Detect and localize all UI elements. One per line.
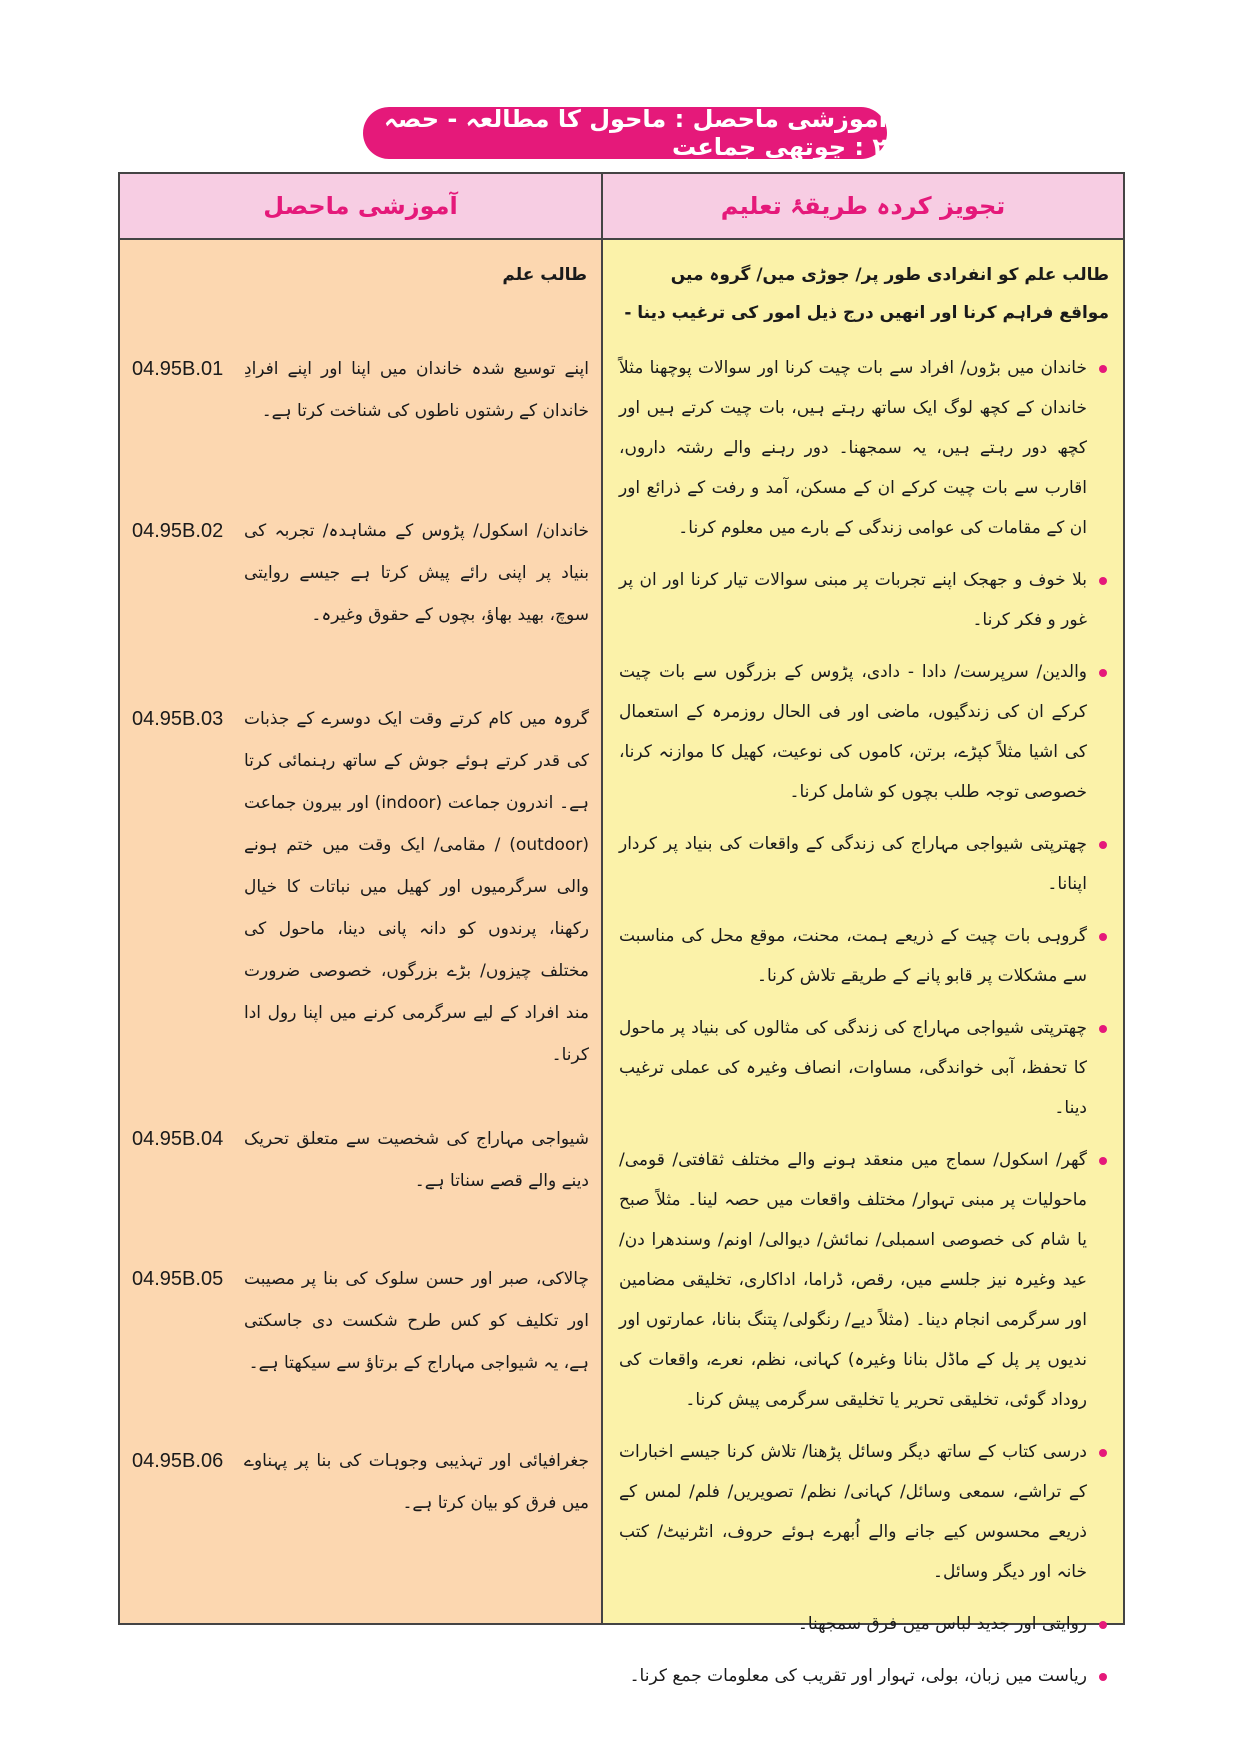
page-title: آموزشی ماحصل : ماحول کا مطالعہ - حصہ ۲ : چوتھی جماعت (383, 105, 887, 161)
methods-column-body (603, 240, 1123, 1696)
outcome-text: شیواجی مہاراج کی شخصیت سے متعلق تحریک دینے والے قصے سناتا ہے۔ (244, 1129, 589, 1191)
outcome-text: گروہ میں کام کرتے وقت ایک دوسرے کے جذبات کی قدر کرتے ہوئے جوش کے ساتھ رہنمائی کرتا ہے۔ اندرون جماعت (indoor) اور بیرون جماعت (outdoor) / مقامی/ ایک وقت میں ختم ہونے والی سرگرمیوں اور کھیل میں نباتات کا خیال رکھنا، پرندوں کو دانہ پانی دینا، ماحول کی مختلف چیزوں/ بڑے بزرگوں، خصوصی ضرورت مند افراد کے لیے سرگرمی کرنے میں اپنا رول ادا کرنا۔ (244, 709, 589, 1065)
outcome-code: 04.95B.03 (132, 708, 224, 730)
outcome-text: خاندان/ اسکول/ پڑوس کے مشاہدہ/ تجربہ کی بنیاد پر اپنی رائے پیش کرتا ہے جیسے روایتی سوچ، بھید بھاؤ، بچوں کے حقوق وغیرہ۔ (244, 521, 589, 625)
outcome-code: 04.95B.06 (132, 1450, 224, 1472)
outcome-text: اپنے توسیع شدہ خاندان میں اپنا اور اپنے افرادِ خاندان کے رشتوں ناطوں کی شناخت کرتا ہے۔ (244, 359, 589, 421)
method-item: چھترپتی شیواجی مہاراج کی زندگی کی مثالوں کی بنیاد پر ماحول کا تحفظ، آبی خواندگی، مساوات، انصاف وغیرہ کی عملی ترغیب دینا۔ (619, 1008, 1109, 1128)
outcome-row (132, 698, 591, 1076)
learner-label: طالب علم (502, 265, 587, 285)
methods-column (603, 174, 1123, 1686)
outcome-code: 04.95B.01 (132, 358, 224, 380)
method-item: گروہی بات چیت کے ذریعے ہمت، محنت، موقع محل کی مناسبت سے مشکلات پر قابو پانے کے طریقے تلاش کرنا۔ (619, 916, 1109, 996)
methods-column-header (603, 174, 1123, 240)
outcome-row (132, 1440, 591, 1524)
outcome-code: 04.95B.04 (132, 1128, 224, 1150)
outcomes-heading: آموزشی ماحصل (263, 192, 458, 220)
methods-list (603, 332, 1123, 1696)
outcome-code: 04.95B.02 (132, 520, 224, 542)
outcome-code: 04.95B.05 (132, 1268, 224, 1290)
method-item: روایتی اور جدید لباس میں فرق سمجھنا۔ (619, 1604, 1109, 1644)
method-item: درسی کتاب کے ساتھ دیگر وسائل پڑھنا/ تلاش کرنا جیسے اخبارات کے تراشے، سمعی وسائل/ کہانی/ نظم/ تصویریں/ فلم/ لمس کے ذریعے محسوس کیے جانے والے اُبھرے ہوئے حروف، انٹرنیٹ/ کتب خانہ اور دیگر وسائل۔ (619, 1432, 1109, 1592)
page-title-banner (363, 107, 887, 159)
outcomes-column (120, 174, 603, 1623)
method-item: بلا خوف و جھجک اپنے تجربات پر مبنی سوالات تیار کرنا اور ان پر غور و فکر کرنا۔ (619, 560, 1109, 640)
method-item: ریاست میں زبان، بولی، تہوار اور تقریب کی معلومات جمع کرنا۔ (619, 1656, 1109, 1696)
outcome-text: چالاکی، صبر اور حسن سلوک کی بنا پر مصیبت اور تکلیف کو کس طرح شکست دی جاسکتی ہے، یہ شیواجی مہاراج کے برتاؤ سے سیکھتا ہے۔ (244, 1269, 589, 1373)
methods-heading: تجویز کردہ طریقۂ تعلیم (720, 192, 1006, 220)
outcome-text: جغرافیائی اور تہذیبی وجوہات کی بنا پر پہناوے میں فرق کو بیان کرتا ہے۔ (244, 1451, 589, 1513)
outcome-row (132, 348, 591, 432)
methods-intro: طالب علم کو انفرادی طور پر/ جوڑی میں/ گروہ میں مواقع فراہم کرنا اور انھیں درج ذیل امور کی ترغیب دینا - (624, 265, 1109, 323)
outcome-row (132, 1258, 591, 1384)
outcomes-column-body (120, 240, 601, 1625)
outcome-row (132, 510, 591, 636)
outcomes-column-header (120, 174, 601, 240)
method-item: چھترپتی شیواجی مہاراج کی زندگی کے واقعات کی بنیاد پر کردار اپنانا۔ (619, 824, 1109, 904)
method-item: والدین/ سرپرست/ دادا - دادی، پڑوس کے بزرگوں سے بات چیت کرکے ان کی زندگیوں، ماضی اور فی الحال روزمرہ کے استعمال کی اشیا مثلاً کپڑے، برتن، کاموں کی نوعیت، کھیل کا موازنہ کرنا، خصوصی توجہ طلب بچوں کو شامل کرنا۔ (619, 652, 1109, 812)
method-item: گھر/ اسکول/ سماج میں منعقد ہونے والے مختلف ثقافتی/ قومی/ ماحولیات پر مبنی تہوار/ مختلف واقعات میں حصہ لینا۔ مثلاً صبح یا شام کی خصوصی اسمبلی/ نمائش/ دیوالی/ اونم/ وسندھرا دن/ عید وغیرہ نیز جلسے میں، رقص، ڈراما، اداکاری، تخلیقی مضامین اور سرگرمی انجام دینا۔ (مثلاً دیے/ رنگولی/ پتنگ بنانا، عمارتوں اور ندیوں پر پل کے ماڈل بنانا وغیرہ) کہانی، نظم، نعرے، واقعات کی روداد گوئی، تخلیقی تحریر یا تخلیقی سرگرمی پیش کرنا۔ (619, 1140, 1109, 1420)
outcomes-table (118, 172, 1125, 1686)
outcome-row (132, 1118, 591, 1202)
method-item: خاندان میں بڑوں/ افراد سے بات چیت کرنا اور سوالات پوچھنا مثلاً خاندان کے کچھ لوگ ایک ساتھ رہتے ہیں، بات چیت کرتے ہیں اور کچھ دور رہتے ہیں، یہ سمجھنا۔ دور رہنے والے رشتہ داروں، اقارب سے بات چیت کرکے ان کے مسکن، آمد و رفت کے ذرائع اور ان کے مقامات کی عوامی زندگی کے بارے میں معلوم کرنا۔ (619, 348, 1109, 548)
